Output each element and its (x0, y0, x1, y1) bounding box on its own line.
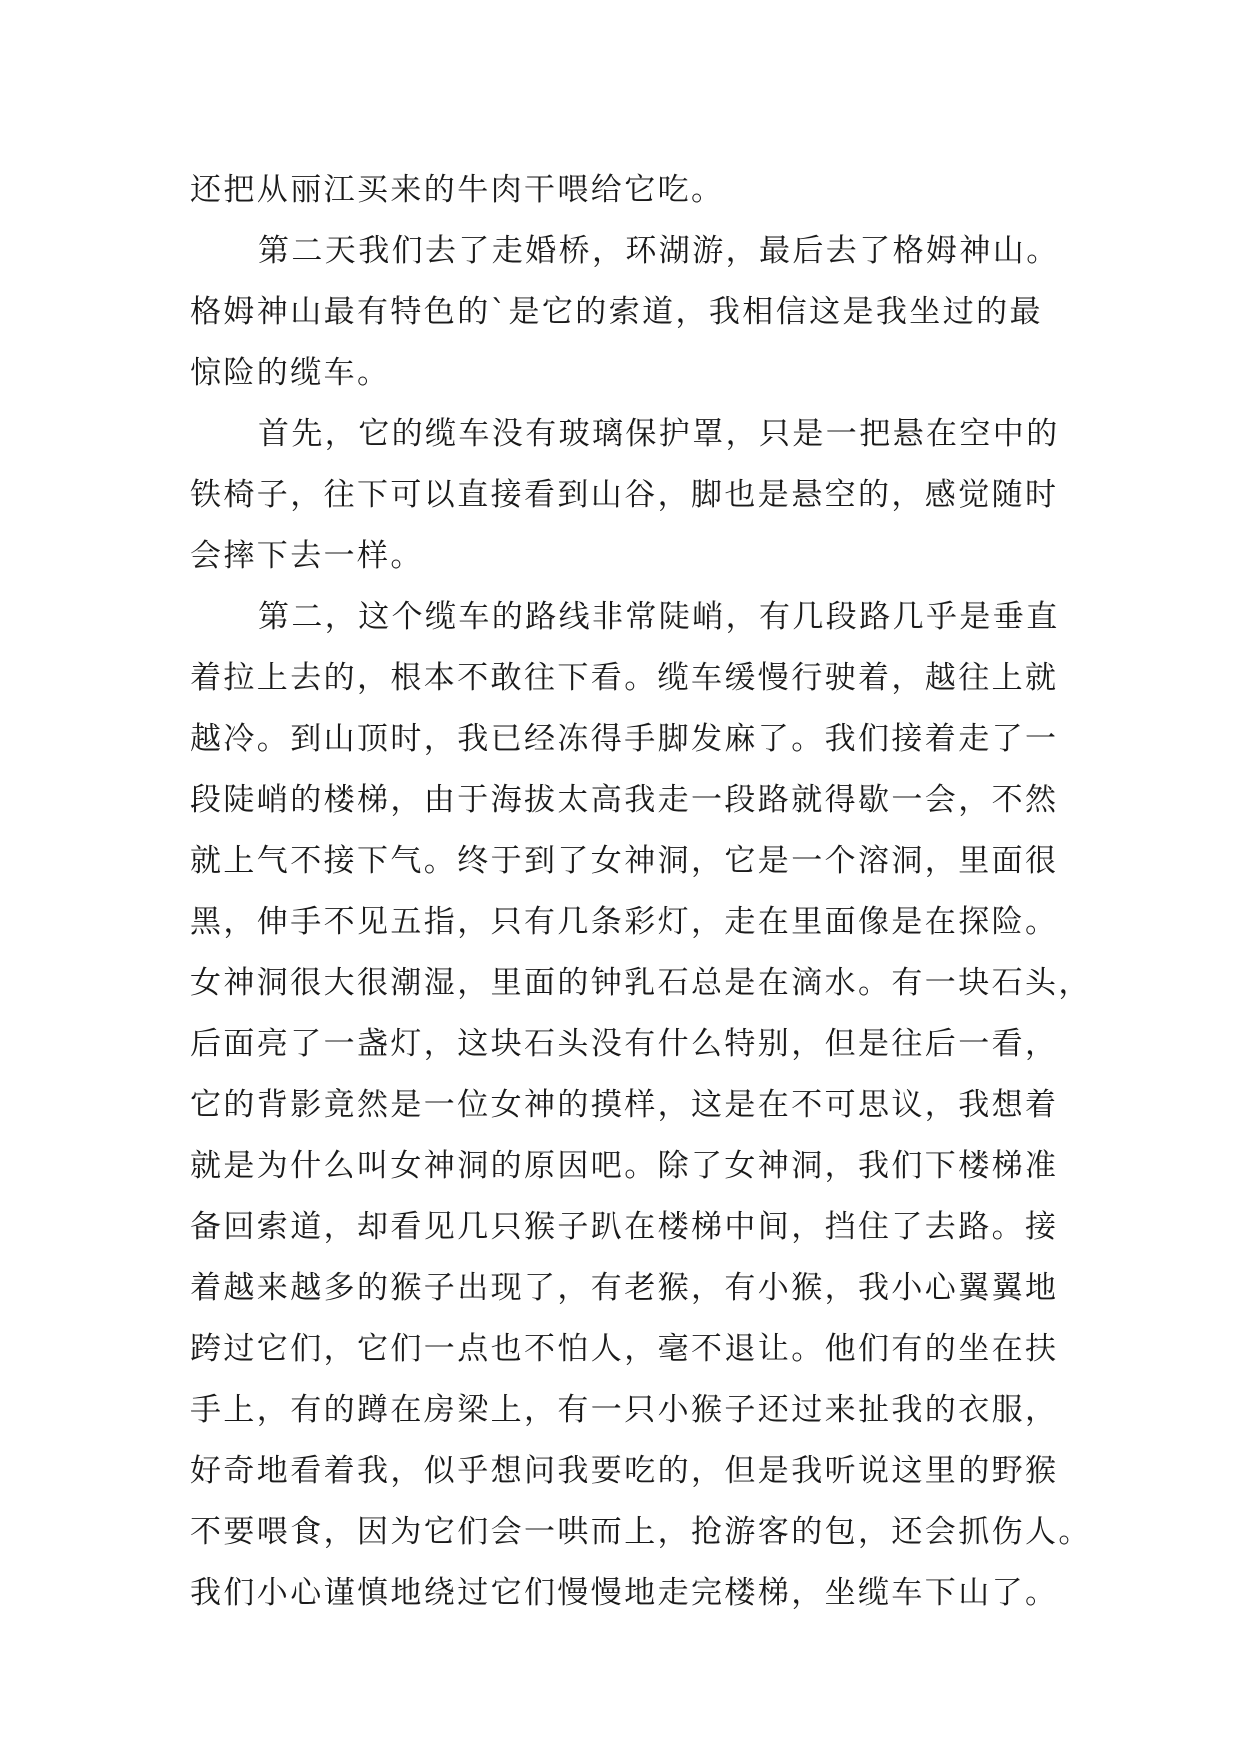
text-line: 还把从丽江买来的牛肉干喂给它吃。 (190, 172, 725, 208)
text-line: 就上气不接下气。终于到了女神洞，它是一个溶洞，里面很 (190, 843, 1059, 879)
paragraph-first-line: 第二，这个缆车的路线非常陡峭，有几段路几乎是垂直 (258, 599, 1060, 635)
text-line: 后面亮了一盏灯，这块石头没有什么特别，但是往后一看， (190, 1026, 1059, 1062)
text-line: 女神洞很大很潮湿，里面的钟乳石总是在滴水。有一块石头， (190, 965, 1092, 1001)
text-line: 就是为什么叫女神洞的原因吧。除了女神洞，我们下楼梯准 (190, 1148, 1059, 1184)
paragraph-first-line: 第二天我们去了走婚桥，环湖游，最后去了格姆神山。 (258, 233, 1060, 269)
text-line: 它的背影竟然是一位女神的摸样，这是在不可思议，我想着 (190, 1087, 1059, 1123)
paragraph-first-line: 首先，它的缆车没有玻璃保护罩，只是一把悬在空中的 (258, 416, 1060, 452)
text-line: 段陡峭的楼梯，由于海拔太高我走一段路就得歇一会，不然 (190, 782, 1059, 818)
text-line: 备回索道，却看见几只猴子趴在楼梯中间，挡住了去路。接 (190, 1209, 1059, 1245)
text-line: 越冷。到山顶时，我已经冻得手脚发麻了。我们接着走了一 (190, 721, 1059, 757)
text-line: 铁椅子，往下可以直接看到山谷，脚也是悬空的，感觉随时 (190, 477, 1059, 513)
text-line: 着越来越多的猴子出现了，有老猴，有小猴，我小心翼翼地 (190, 1270, 1059, 1306)
body-text (190, 160, 1092, 1624)
text-line: 好奇地看着我，似乎想问我要吃的，但是我听说这里的野猴 (190, 1453, 1059, 1489)
text-line: 黑，伸手不见五指，只有几条彩灯，走在里面像是在探险。 (190, 904, 1059, 940)
text-line: 跨过它们，它们一点也不怕人，毫不退让。他们有的坐在扶 (190, 1331, 1059, 1367)
text-line: 惊险的缆车。 (190, 355, 391, 391)
text-line: 会摔下去一样。 (190, 538, 424, 574)
text-line: 格姆神山最有特色的`是它的索道，我相信这是我坐过的最 (190, 294, 1043, 330)
text-line: 手上，有的蹲在房梁上，有一只小猴子还过来扯我的衣服， (190, 1392, 1059, 1428)
text-line: 我们小心谨慎地绕过它们慢慢地走完楼梯，坐缆车下山了。 (190, 1575, 1059, 1611)
text-line: 不要喂食，因为它们会一哄而上，抢游客的包，还会抓伤人。 (190, 1514, 1092, 1550)
text-line: 着拉上去的，根本不敢往下看。缆车缓慢行驶着，越往上就 (190, 660, 1059, 696)
